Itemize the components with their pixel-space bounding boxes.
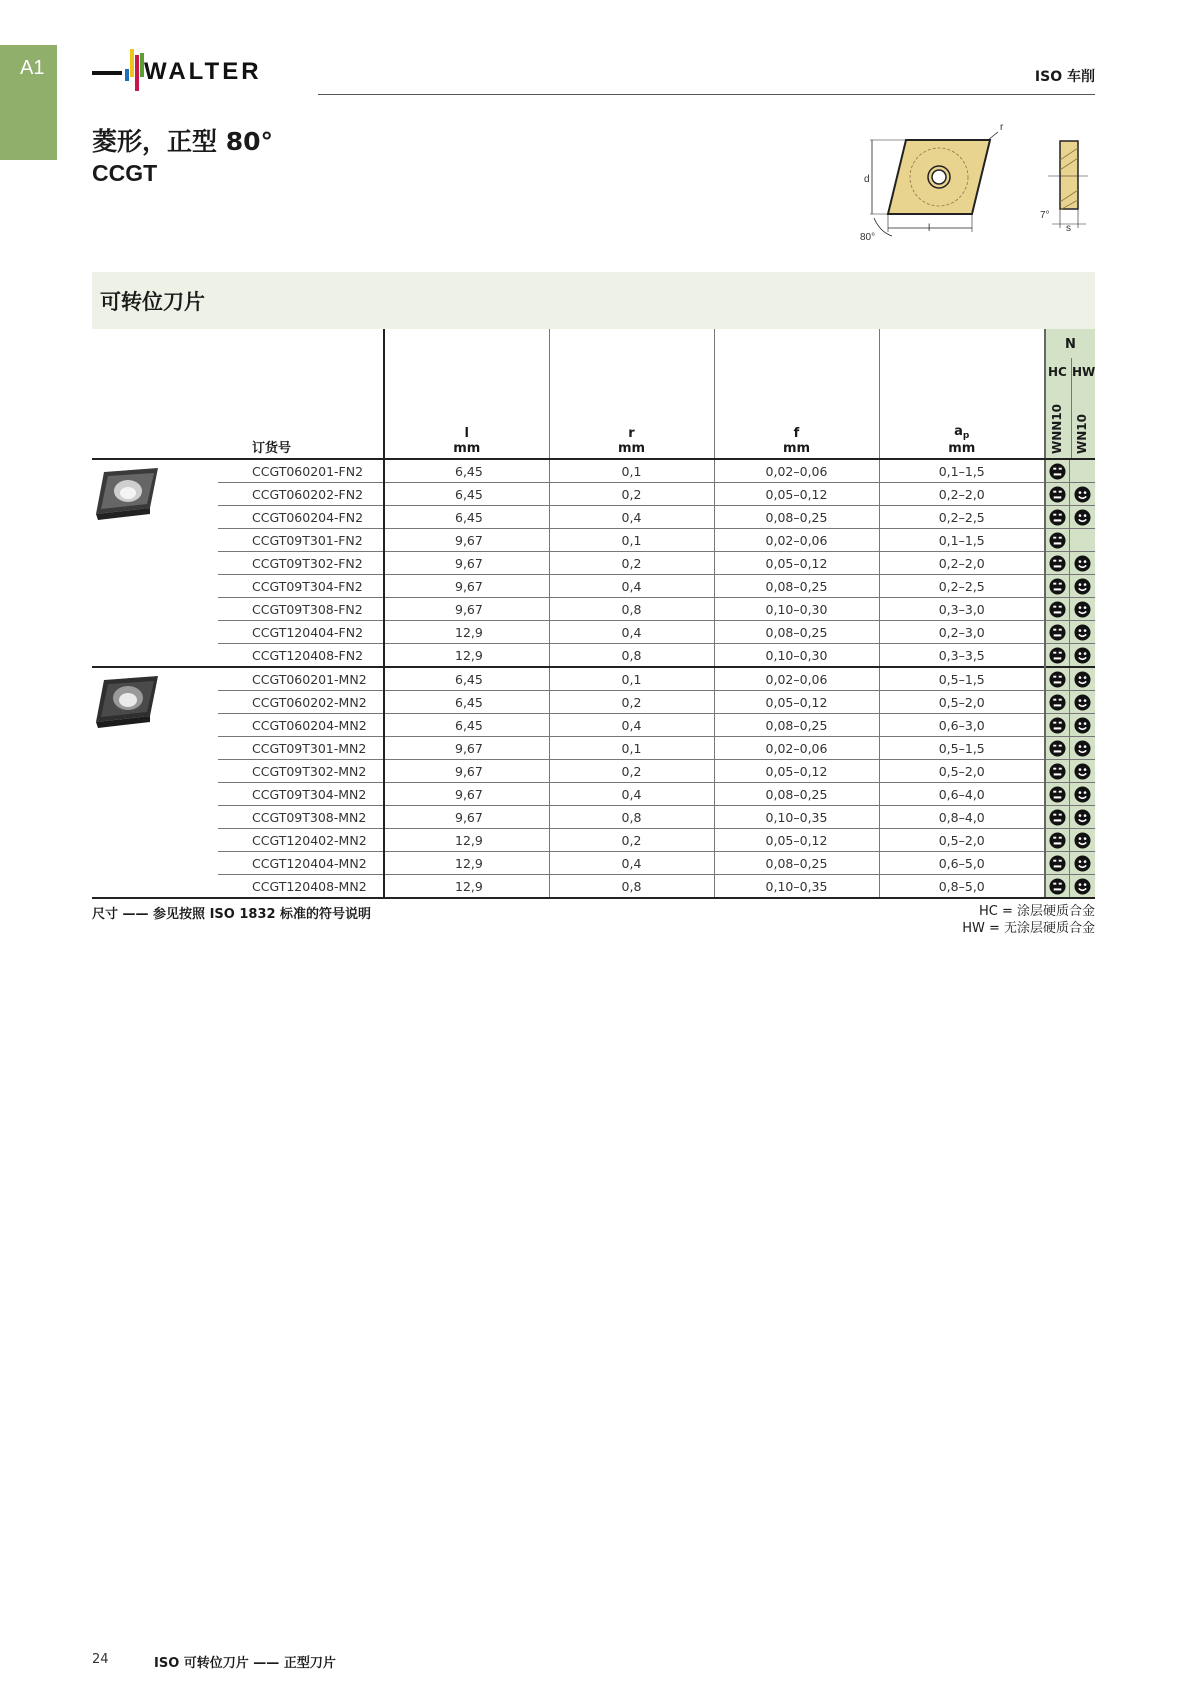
grade-secondary-icon [1074,878,1091,895]
cell-r: 0,2 [549,552,714,575]
cell-hw [1069,714,1095,737]
cell-hc [1045,829,1069,852]
cell-l: 6,45 [384,691,549,714]
cell-ap: 0,5–2,0 [879,829,1045,852]
cell-f: 0,08–0,25 [714,575,879,598]
cell-hw [1069,644,1095,668]
grade-primary-icon [1049,694,1066,711]
cell-f: 0,05–0,12 [714,691,879,714]
order-number: CCGT09T302-FN2 [218,552,384,575]
table-row [92,691,1095,714]
header-f: f mm [714,329,879,459]
walter-logo [92,45,302,90]
cell-r: 0,8 [549,806,714,829]
cell-hc [1045,483,1069,506]
table-row [92,529,1095,552]
table-row [92,852,1095,875]
grade-primary-icon [1049,832,1066,849]
cell-r: 0,4 [549,575,714,598]
cell-hc [1045,459,1069,483]
grade-secondary-icon [1074,647,1091,664]
cell-l: 6,45 [384,506,549,529]
cell-l: 9,67 [384,783,549,806]
page-footer [92,1652,336,1671]
cell-hc [1045,552,1069,575]
cell-r: 0,1 [549,667,714,691]
grade-primary-icon [1049,855,1066,872]
table-row [92,760,1095,783]
cell-l: 6,45 [384,667,549,691]
cell-hw [1069,691,1095,714]
legend-hw: HW = 无涂层硬质合金 [962,921,1095,936]
cell-hc [1045,667,1069,691]
table-row [92,875,1095,899]
cell-ap: 0,5–1,5 [879,737,1045,760]
table-row [92,621,1095,644]
cell-hc [1045,806,1069,829]
cell-f: 0,08–0,25 [714,783,879,806]
legend-hc: HC = 涂层硬质合金 [978,904,1095,919]
cell-l: 6,45 [384,459,549,483]
grade-primary-icon [1049,878,1066,895]
grade-secondary-icon [1074,624,1091,641]
cell-ap: 0,5–2,0 [879,760,1045,783]
header-grade-hc: WNN10 [1050,403,1064,454]
cell-ap: 0,8–4,0 [879,806,1045,829]
table-row [92,459,1095,483]
order-number: CCGT060202-MN2 [218,691,384,714]
cell-hc [1045,875,1069,899]
cell-hw [1069,760,1095,783]
cell-f: 0,08–0,25 [714,621,879,644]
inserts-table [92,329,1095,899]
order-number: CCGT060202-FN2 [218,483,384,506]
svg-text:s: s [1066,223,1071,234]
grade-secondary-icon [1074,832,1091,849]
cell-hw [1069,852,1095,875]
order-number: CCGT09T301-FN2 [218,529,384,552]
cell-hc [1045,737,1069,760]
grade-secondary-icon [1074,509,1091,526]
insert-image-cell [92,667,218,898]
insert-image-cell [92,459,218,667]
cell-ap: 0,3–3,0 [879,598,1045,621]
grade-primary-icon [1049,486,1066,503]
svg-text:80°: 80° [860,232,876,243]
order-number: CCGT09T301-MN2 [218,737,384,760]
grade-secondary-icon [1074,740,1091,757]
grade-secondary-icon [1074,786,1091,803]
grade-secondary-icon [1074,717,1091,734]
table-row [92,552,1095,575]
order-number: CCGT09T308-FN2 [218,598,384,621]
cell-f: 0,02–0,06 [714,667,879,691]
order-number: CCGT120404-MN2 [218,852,384,875]
order-number: CCGT09T302-MN2 [218,760,384,783]
cell-hc [1045,575,1069,598]
cell-f: 0,08–0,25 [714,506,879,529]
header-grade-hw: WN10 [1075,414,1089,454]
grade-secondary-icon [1074,601,1091,618]
order-number: CCGT120402-MN2 [218,829,384,852]
header-grades [1045,329,1095,459]
table-row [92,483,1095,506]
cell-hw [1069,829,1095,852]
order-number: CCGT060201-FN2 [218,459,384,483]
cell-l: 12,9 [384,829,549,852]
cell-ap: 0,6–3,0 [879,714,1045,737]
page-subtitle: CCGT [92,160,158,186]
cell-r: 0,1 [549,737,714,760]
grade-primary-icon [1049,647,1066,664]
cell-hc [1045,598,1069,621]
cell-l: 12,9 [384,852,549,875]
cell-l: 9,67 [384,760,549,783]
order-number: CCGT09T304-FN2 [218,575,384,598]
cell-l: 9,67 [384,806,549,829]
cell-ap: 0,2–3,0 [879,621,1045,644]
cell-l: 9,67 [384,598,549,621]
order-number: CCGT060201-MN2 [218,667,384,691]
cell-hw [1069,552,1095,575]
cell-r: 0,8 [549,644,714,668]
cell-hc [1045,714,1069,737]
order-number: CCGT120408-FN2 [218,644,384,668]
cell-r: 0,2 [549,829,714,852]
grade-primary-icon [1049,671,1066,688]
section-band-title: 可转位刀片 [100,290,205,314]
cell-r: 0,8 [549,598,714,621]
cell-f: 0,08–0,25 [714,852,879,875]
grade-secondary-icon [1074,694,1091,711]
insert-diagram [860,120,1100,245]
cell-ap: 0,6–5,0 [879,852,1045,875]
logo-bar-blue [125,69,129,81]
table-row [92,806,1095,829]
cell-l: 6,45 [384,714,549,737]
svg-text:d: d [864,174,870,185]
table-row [92,506,1095,529]
cell-ap: 0,2–2,5 [879,575,1045,598]
cell-hw [1069,598,1095,621]
cell-hw [1069,529,1095,552]
cell-ap: 0,2–2,0 [879,552,1045,575]
cell-ap: 0,1–1,5 [879,459,1045,483]
cell-hw [1069,483,1095,506]
section-band [92,272,1095,329]
cell-hw [1069,575,1095,598]
header-ap: $a_p$ mm [879,329,1045,459]
order-number: CCGT060204-FN2 [218,506,384,529]
cell-hc [1045,529,1069,552]
logo-dash [92,71,122,75]
cell-ap: 0,2–2,5 [879,506,1045,529]
cell-hw [1069,459,1095,483]
cell-ap: 0,5–1,5 [879,667,1045,691]
cell-r: 0,4 [549,621,714,644]
grade-secondary-icon [1074,763,1091,780]
cell-r: 0,1 [549,459,714,483]
insert-photo-mn2 [92,672,162,732]
cell-f: 0,10–0,35 [714,875,879,899]
cell-l: 12,9 [384,621,549,644]
cell-hc [1045,760,1069,783]
order-number: CCGT09T304-MN2 [218,783,384,806]
cell-f: 0,05–0,12 [714,829,879,852]
section-tab [0,45,57,160]
svg-text:l: l [928,223,931,234]
cell-ap: 0,5–2,0 [879,691,1045,714]
header-hw: HW [1072,365,1096,379]
order-number: CCGT120404-FN2 [218,621,384,644]
insert-photo-fn2 [92,464,162,524]
cell-r: 0,2 [549,483,714,506]
dimension-footnote: 尺寸 —— 参见按照 ISO 1832 标准的符号说明 [92,907,372,922]
table-row [92,714,1095,737]
cell-hw [1069,621,1095,644]
table-row [92,783,1095,806]
page-number: 24 [92,1652,109,1667]
grade-secondary-icon [1074,671,1091,688]
cell-r: 0,4 [549,783,714,806]
svg-text:7°: 7° [1040,210,1050,221]
grade-primary-icon [1049,509,1066,526]
cell-l: 9,67 [384,737,549,760]
grade-secondary-icon [1074,486,1091,503]
cell-ap: 0,1–1,5 [879,529,1045,552]
grade-primary-icon [1049,717,1066,734]
cell-hc [1045,783,1069,806]
grade-legend [962,903,1095,937]
table-row [92,667,1095,691]
grade-secondary-icon [1074,809,1091,826]
cell-f: 0,10–0,30 [714,598,879,621]
grade-primary-icon [1049,555,1066,572]
cell-r: 0,4 [549,714,714,737]
svg-text:r: r [1000,122,1004,133]
table-row [92,598,1095,621]
section-tab-label: A1 [20,57,45,79]
header-r: r mm [549,329,714,459]
order-number: CCGT120408-MN2 [218,875,384,899]
cell-f: 0,05–0,12 [714,760,879,783]
header-order-no: 订货号 [218,329,384,459]
grade-primary-icon [1049,532,1066,549]
cell-l: 6,45 [384,483,549,506]
logo-wordmark: WALTER [144,58,262,85]
cell-f: 0,10–0,30 [714,644,879,668]
grade-primary-icon [1049,578,1066,595]
cell-hw [1069,667,1095,691]
table-row [92,644,1095,668]
header-image [92,329,218,459]
cell-hc [1045,691,1069,714]
grade-primary-icon [1049,763,1066,780]
table-row [92,737,1095,760]
cell-f: 0,05–0,12 [714,483,879,506]
header-l: l mm [384,329,549,459]
table-row [92,829,1095,852]
cell-f: 0,05–0,12 [714,552,879,575]
cell-f: 0,02–0,06 [714,459,879,483]
cell-r: 0,1 [549,529,714,552]
cell-f: 0,02–0,06 [714,529,879,552]
cell-hc [1045,852,1069,875]
cell-hw [1069,506,1095,529]
header-hc: HC [1048,365,1067,379]
page-title: 菱形，正型 80° [92,127,273,156]
cell-f: 0,02–0,06 [714,737,879,760]
order-number: CCGT060204-MN2 [218,714,384,737]
cell-r: 0,2 [549,760,714,783]
cell-hw [1069,875,1095,899]
cell-ap: 0,8–5,0 [879,875,1045,899]
grade-secondary-icon [1074,578,1091,595]
header-divider [318,94,1095,95]
grade-primary-icon [1049,786,1066,803]
order-number: CCGT09T308-MN2 [218,806,384,829]
footer-text: ISO 可转位刀片 —— 正型刀片 [154,1656,336,1671]
cell-hc [1045,621,1069,644]
cell-hw [1069,806,1095,829]
grade-primary-icon [1049,740,1066,757]
cell-hw [1069,737,1095,760]
cell-f: 0,08–0,25 [714,714,879,737]
cell-hc [1045,644,1069,668]
cell-l: 9,67 [384,552,549,575]
cell-ap: 0,2–2,0 [879,483,1045,506]
table-row [92,575,1095,598]
cell-ap: 0,6–4,0 [879,783,1045,806]
header-material-group: N [1065,337,1076,352]
grade-primary-icon [1049,463,1066,480]
grade-primary-icon [1049,624,1066,641]
cell-hc [1045,506,1069,529]
header-category: ISO 车削 [1034,69,1095,85]
cell-f: 0,10–0,35 [714,806,879,829]
cell-r: 0,4 [549,506,714,529]
logo-bar-yellow [130,49,134,77]
cell-l: 12,9 [384,875,549,899]
grade-primary-icon [1049,601,1066,618]
cell-l: 9,67 [384,575,549,598]
logo-bar-red [135,55,139,91]
cell-r: 0,2 [549,691,714,714]
grade-primary-icon [1049,809,1066,826]
cell-r: 0,4 [549,852,714,875]
cell-hw [1069,783,1095,806]
cell-ap: 0,3–3,5 [879,644,1045,668]
cell-l: 12,9 [384,644,549,668]
cell-l: 9,67 [384,529,549,552]
grade-secondary-icon [1074,555,1091,572]
grade-secondary-icon [1074,855,1091,872]
cell-r: 0,8 [549,875,714,899]
